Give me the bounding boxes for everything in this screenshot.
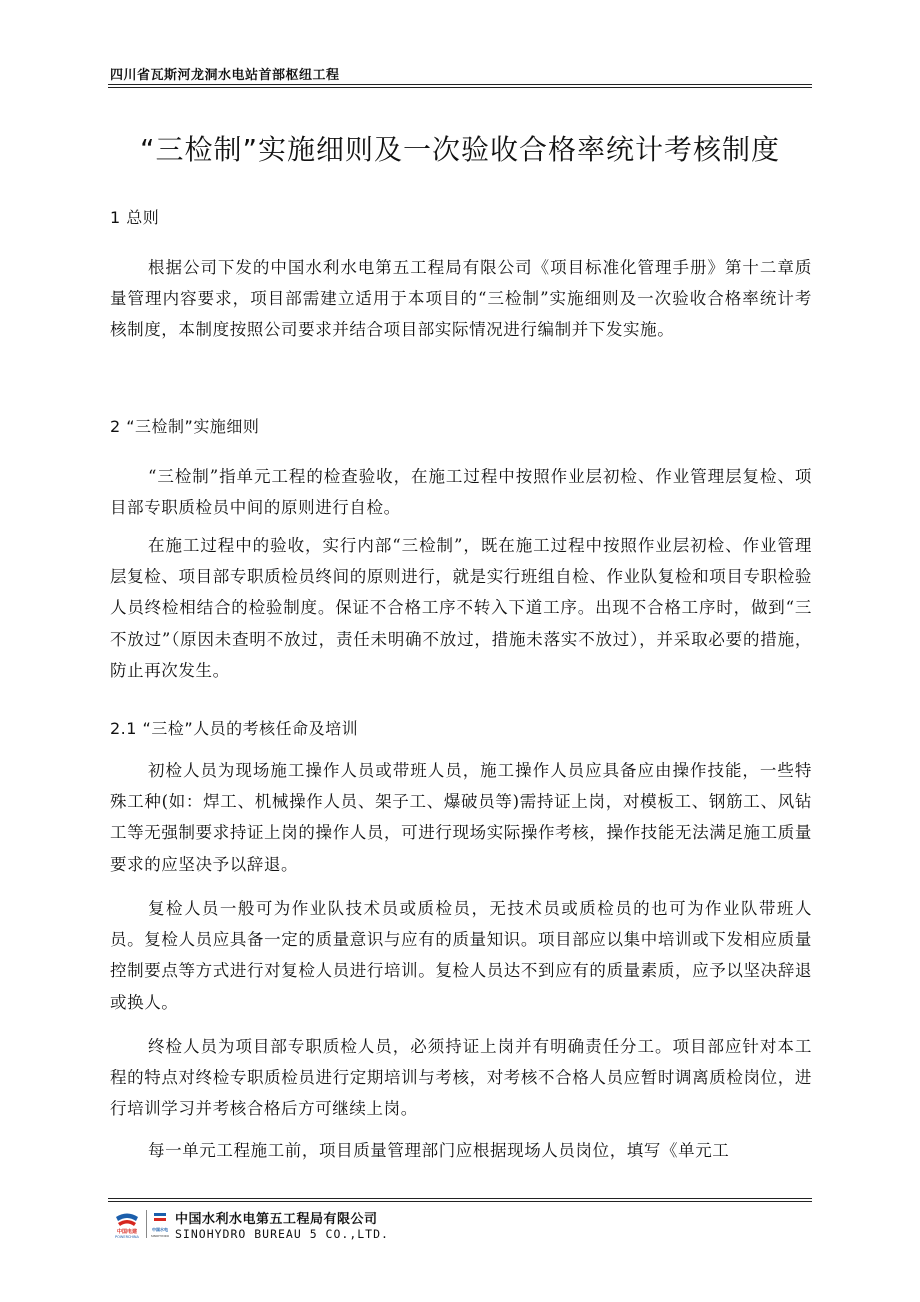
document-title: “三检制”实施细则及一次验收合格率统计考核制度 (139, 133, 780, 166)
section-2-1-paragraph-1: 初检人员为现场施工操作人员或带班人员，施工操作人员应具备应由操作技能，一些特殊工种(如：焊工、机械操作人员、架子工、爆破员等)需持证上岗，对模板工、钢筋工、风钻工等无强制要求持证上岗的操作人员，可进行现场实际操作考核，操作技能无法满足施工质量要求的应坚决予以辞退。 (110, 761, 812, 874)
section-2-1-paragraph-2: 复检人员一般可为作业队技术员或质检员，无技术员或质检员的也可为作业队带班人员。复检人员应具备一定的质量意识与应有的质量知识。项目部应以集中培训或下发相应质量控制要点等方式进行对复检人员进行培训。复检人员达不到应有的质量素质，应予以坚决辞退或换人。 (110, 899, 812, 1012)
header-rule (108, 84, 812, 85)
section-1-heading: 1 总则 (110, 208, 160, 227)
logo1-sub: POWERCHINA (115, 1235, 139, 1239)
logo2-text: 中国水电 (152, 1227, 168, 1232)
section-2-1-heading: 2.1 “三检”人员的考核任命及培训 (110, 719, 359, 738)
section-1-paragraph-1: 根据公司下发的中国水利水电第五工程局有限公司《项目标准化管理手册》第十二章质量管理内容要求，项目部需建立适用于本项目的“三检制”实施细则及一次验收合格率统计考核制度，本制度按照公司要求并结合项目部实际情况进行编制并下发实施。 (110, 258, 812, 340)
logo-separator (146, 1210, 147, 1238)
powerchina-logo-icon (110, 1207, 144, 1241)
section-2-paragraph-1: “三检制”指单元工程的检查验收，在施工过程中按照作业层初检、作业管理层复检、项目部专职质检员中间的原则进行自检。 (110, 467, 812, 518)
sinohydro-logo-icon (150, 1207, 170, 1241)
footer-rule (108, 1198, 812, 1199)
footer-rule-thin (108, 1201, 812, 1202)
logo2-sub: SINOHYDRO (150, 1234, 170, 1238)
section-2-1-paragraph-4: 每一单元工程施工前，项目质量管理部门应根据现场人员岗位，填写《单元工 (148, 1141, 730, 1160)
section-2-1-paragraph-3: 终检人员为项目部专职质检人员，必须持证上岗并有明确责任分工。项目部应针对本工程的特点对终检专职质检员进行定期培训与考核，对考核不合格人员应暂时调离质检岗位，进行培训学习并考核合格后方可继续上岗。 (110, 1037, 812, 1119)
logo1-text: 中国电建 (116, 1229, 138, 1235)
header-project-name: 四川省瓦斯河龙洞水电站首部枢纽工程 (110, 68, 340, 83)
section-2-heading: 2 “三检制”实施细则 (110, 417, 260, 436)
footer-company-name-cn: 中国水利水电第五工程局有限公司 (175, 1212, 378, 1227)
footer-company-name-en: SINOHYDRO BUREAU 5 CO.,LTD. (175, 1227, 389, 1241)
header-rule-thin (108, 87, 812, 88)
section-2-paragraph-2: 在施工过程中的验收，实行内部“三检制”，既在施工过程中按照作业层初检、作业管理层复检、项目部专职质检员终间的原则进行，就是实行班组自检、作业队复检和项目专职检验人员终检相结合的检验制度。保证不合格工序不转入下道工序。出现不合格工序时，做到“三不放过”（原因未查明不放过，责任未明确不放过，措施未落实不放过），并采取必要的措施，防止再次发生。 (110, 536, 812, 680)
